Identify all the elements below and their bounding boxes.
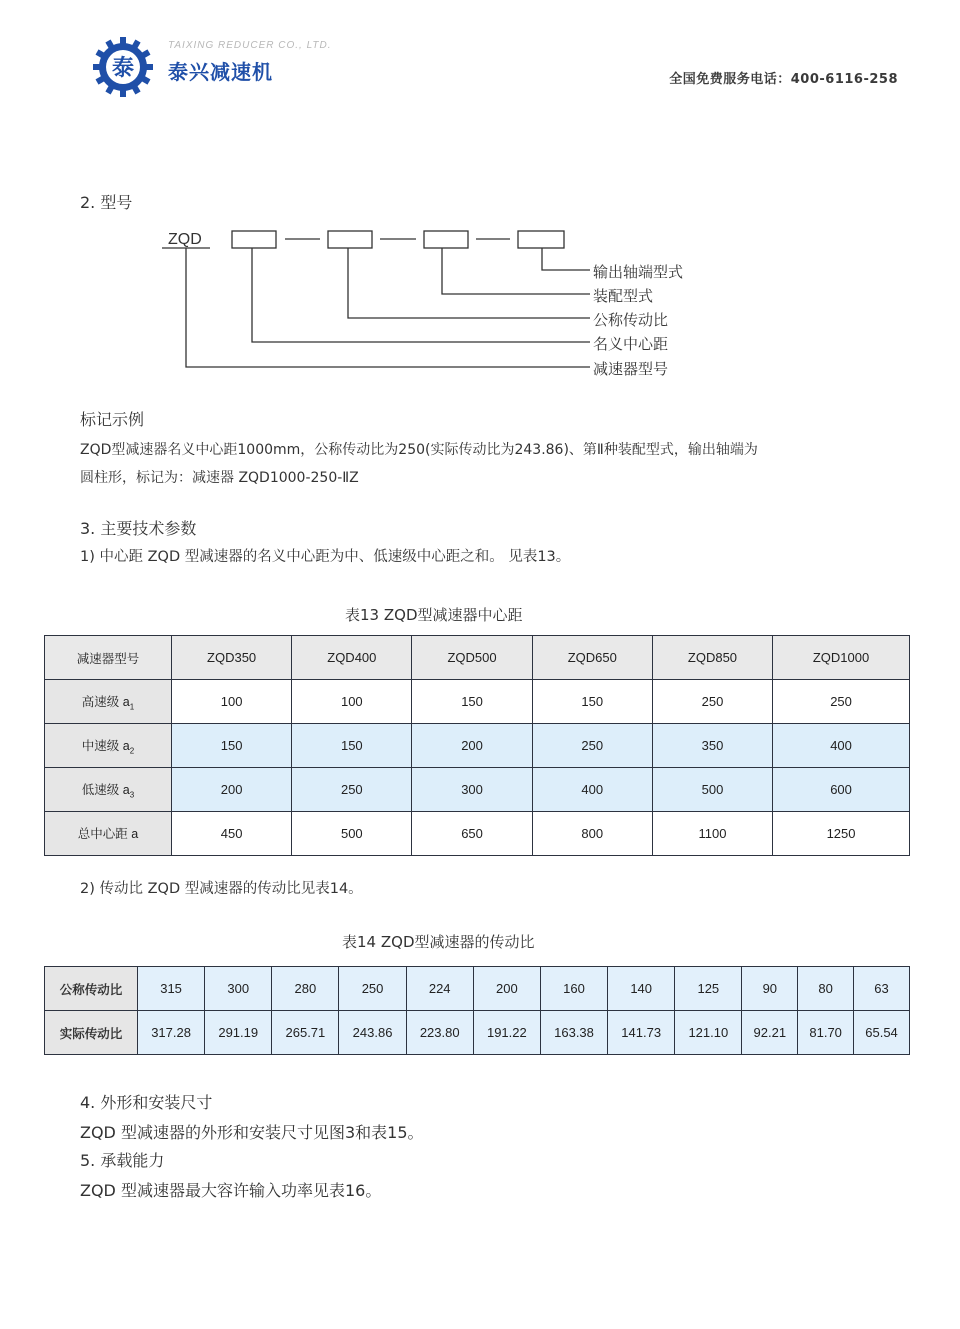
- table-cell: 150: [412, 680, 532, 724]
- table-cell: 200: [172, 768, 292, 812]
- table-header-cell: ZQD850: [652, 636, 772, 680]
- table-cell: 92.21: [742, 1011, 798, 1055]
- table-cell: 300: [412, 768, 532, 812]
- leader-center-distance: [252, 248, 590, 342]
- example-line-2: 圆柱形，标记为：减速器 ZQD1000-250-ⅡZ: [80, 470, 359, 486]
- label-assembly-type: 装配型式: [593, 287, 654, 305]
- table-row: [45, 768, 910, 812]
- table-14-transmission-ratio: [44, 966, 910, 1055]
- section-3-item-1: 1) 中心距 ZQD 型减速器的名义中心距为中、低速级中心距之和。 见表13。: [80, 549, 571, 565]
- table-cell: 265.71: [272, 1011, 339, 1055]
- example-title: 标记示例: [80, 410, 145, 429]
- table-cell: 81.70: [798, 1011, 854, 1055]
- leader-ratio: [348, 248, 590, 318]
- label-nominal-ratio: 公称传动比: [593, 311, 669, 329]
- hotline-text: 全国免费服务电话：400-6116-258: [669, 72, 898, 87]
- code-box-assembly: [424, 231, 468, 248]
- table-cell: 100: [172, 680, 292, 724]
- table-13-caption: 表13 ZQD型减速器中心距: [345, 606, 523, 624]
- label-center-distance: 名义中心距: [593, 335, 669, 353]
- section-3-item-2: 2) 传动比 ZQD 型减速器的传动比见表14。: [80, 881, 363, 897]
- section-5-title: 5. 承载能力: [80, 1151, 165, 1170]
- table-cell: 80: [798, 967, 854, 1011]
- table-cell: 291.19: [205, 1011, 272, 1055]
- section-5-text: ZQD 型减速器最大容许输入功率见表16。: [80, 1181, 382, 1200]
- leader-model: [186, 248, 590, 367]
- section-4-text: ZQD 型减速器的外形和安装尺寸见图3和表15。: [80, 1123, 424, 1142]
- table-header-cell: ZQD500: [412, 636, 532, 680]
- prefix-zqd: ZQD: [168, 231, 202, 248]
- company-logo-gear-icon: [92, 36, 154, 98]
- table-row: [45, 812, 910, 856]
- code-box-ratio: [328, 231, 372, 248]
- model-code-diagram: [160, 222, 720, 392]
- section-4-title: 4. 外形和安装尺寸: [80, 1093, 213, 1112]
- leader-shaft-end: [542, 248, 590, 270]
- table-cell: 800: [532, 812, 652, 856]
- table-cell: 63: [854, 967, 910, 1011]
- company-name-cn: 泰兴减速机: [168, 60, 273, 84]
- section-3-title: 3. 主要技术参数: [80, 519, 197, 538]
- row-label: 低速级 $a_3$: [45, 768, 172, 812]
- table-cell: 200: [473, 967, 540, 1011]
- table-cell: 150: [172, 724, 292, 768]
- row-label: 总中心距 a: [45, 812, 172, 856]
- logo-char: 泰: [111, 56, 135, 81]
- table-cell: 1100: [652, 812, 772, 856]
- table-cell: 121.10: [675, 1011, 742, 1055]
- table-cell: 223.80: [406, 1011, 473, 1055]
- table-cell: 280: [272, 967, 339, 1011]
- section-2-title: 2. 型号: [80, 193, 133, 212]
- row-label: 高速级 $a_1$: [45, 680, 172, 724]
- leader-assembly: [442, 248, 590, 294]
- table-row: [45, 967, 910, 1011]
- table-cell: 317.28: [138, 1011, 205, 1055]
- label-reducer-model: 减速器型号: [593, 360, 669, 378]
- table-cell: 160: [540, 967, 607, 1011]
- table-cell: 400: [773, 724, 910, 768]
- table-cell: 500: [652, 768, 772, 812]
- table-header-cell: ZQD1000: [773, 636, 910, 680]
- table-row: [45, 1011, 910, 1055]
- table-cell: 140: [608, 967, 675, 1011]
- table-cell: 250: [652, 680, 772, 724]
- table-cell: 250: [773, 680, 910, 724]
- table-cell: 141.73: [608, 1011, 675, 1055]
- table-header-cell: ZQD400: [292, 636, 412, 680]
- row-label: 公称传动比: [45, 967, 138, 1011]
- table-cell: 200: [412, 724, 532, 768]
- table-cell: 1250: [773, 812, 910, 856]
- example-line-1: ZQD型减速器名义中心距1000mm，公称传动比为250(实际传动比为243.86)、第Ⅱ种装配型式，输出轴端为: [80, 442, 758, 458]
- table-header-cell: 减速器型号: [45, 636, 172, 680]
- table-cell: 150: [532, 680, 652, 724]
- label-shaft-end-type: 输出轴端型式: [593, 263, 684, 281]
- table-header-cell: ZQD650: [532, 636, 652, 680]
- table-cell: 500: [292, 812, 412, 856]
- table-cell: 125: [675, 967, 742, 1011]
- table-13-center-distance: [44, 635, 910, 856]
- row-label: 实际传动比: [45, 1011, 138, 1055]
- table-cell: 250: [339, 967, 406, 1011]
- table-row: [45, 724, 910, 768]
- code-box-shaft-end: [518, 231, 564, 248]
- table-cell: 100: [292, 680, 412, 724]
- table-row: [45, 680, 910, 724]
- table-cell: 224: [406, 967, 473, 1011]
- table-cell: 90: [742, 967, 798, 1011]
- table-cell: 191.22: [473, 1011, 540, 1055]
- table-header-cell: ZQD350: [172, 636, 292, 680]
- table-cell: 150: [292, 724, 412, 768]
- company-name-en: TAIXING REDUCER CO., LTD.: [168, 40, 332, 51]
- table-cell: 450: [172, 812, 292, 856]
- table-cell: 350: [652, 724, 772, 768]
- table-cell: 315: [138, 967, 205, 1011]
- table-cell: 400: [532, 768, 652, 812]
- table-cell: 65.54: [854, 1011, 910, 1055]
- row-label: 中速级 $a_2$: [45, 724, 172, 768]
- table-cell: 600: [773, 768, 910, 812]
- table-cell: 163.38: [540, 1011, 607, 1055]
- table-cell: 243.86: [339, 1011, 406, 1055]
- table-cell: 250: [532, 724, 652, 768]
- table-cell: 300: [205, 967, 272, 1011]
- table-cell: 250: [292, 768, 412, 812]
- table-row-header: [45, 636, 910, 680]
- code-box-center-distance: [232, 231, 276, 248]
- table-cell: 650: [412, 812, 532, 856]
- table-14-caption: 表14 ZQD型减速器的传动比: [342, 933, 535, 951]
